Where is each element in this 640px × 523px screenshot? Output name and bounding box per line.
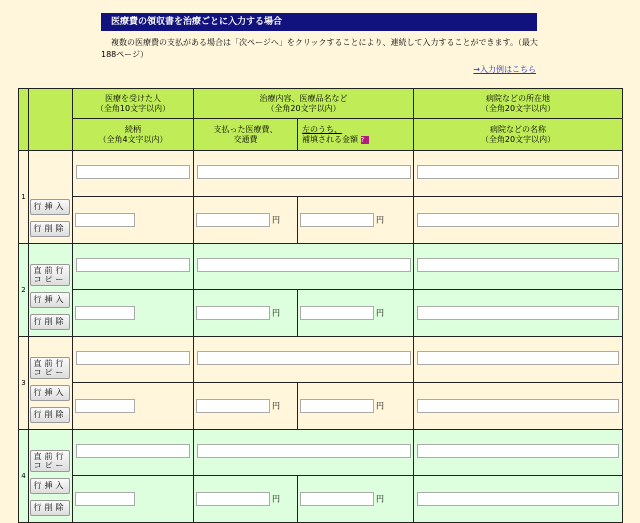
covered-amount-input[interactable] (300, 492, 374, 506)
medical-expense-table (18, 88, 623, 523)
yen-unit: 円 (376, 215, 384, 225)
page-title: 医療費の領収書を治療ごとに入力する場合 (101, 13, 537, 31)
person-input[interactable] (76, 165, 190, 179)
header-covered (298, 119, 414, 151)
row-number: 3 (19, 337, 29, 430)
hospital-name-input[interactable] (417, 492, 619, 506)
paid-amount-input[interactable] (196, 399, 270, 413)
covered-amount-input[interactable] (300, 399, 374, 413)
header-label: 支払った医療費、 (213, 124, 278, 134)
covered-amount-input[interactable] (300, 306, 374, 320)
covered-link[interactable]: 左のうち、 (302, 124, 342, 134)
row-buttons (29, 244, 73, 337)
table-row (19, 337, 623, 383)
treatment-input[interactable] (197, 444, 411, 458)
header-treatment (194, 89, 414, 119)
copy-previous-row-button[interactable]: 直前行コピー (30, 357, 70, 379)
paid-amount-input[interactable] (196, 492, 270, 506)
insert-row-button[interactable]: 行挿入 (30, 385, 70, 401)
example-link[interactable]: →入力例はこちら (473, 65, 536, 74)
header-label: 続柄 (125, 124, 141, 134)
row-buttons (29, 430, 73, 523)
yen-unit: 円 (376, 308, 384, 318)
header-hospital (414, 119, 623, 151)
delete-row-button[interactable]: 行削除 (30, 314, 70, 330)
address-input[interactable] (417, 258, 619, 272)
hospital-name-input[interactable] (417, 213, 619, 227)
header-note: （全角20文字以内） (480, 103, 556, 113)
yen-unit: 円 (272, 308, 280, 318)
relation-input[interactable] (75, 306, 135, 320)
table-row (19, 476, 623, 523)
row-number: 1 (19, 151, 29, 244)
copy-previous-row-button[interactable]: 直前行コピー (30, 264, 70, 286)
address-input[interactable] (417, 351, 619, 365)
header-paid (194, 119, 298, 151)
copy-previous-row-button[interactable]: 直前行コピー (30, 450, 70, 472)
treatment-input[interactable] (197, 351, 411, 365)
delete-row-button[interactable]: 行削除 (30, 221, 70, 237)
row-number: 2 (19, 244, 29, 337)
header-label: 補填される金額 (302, 134, 358, 144)
hospital-name-input[interactable] (417, 399, 619, 413)
relation-input[interactable] (75, 492, 135, 506)
person-input[interactable] (76, 258, 190, 272)
delete-row-button[interactable]: 行削除 (30, 500, 70, 516)
hospital-name-input[interactable] (417, 306, 619, 320)
header-note: （全角20文字以内） (266, 103, 341, 113)
yen-unit: 円 (272, 401, 280, 411)
header-num (19, 89, 29, 151)
relation-input[interactable] (75, 213, 135, 227)
help-icon[interactable]: ? (361, 136, 369, 144)
header-note: （全角4文字以内） (98, 134, 168, 144)
description: 複数の医療費の支払がある場合は「次ページへ」をクリックすることにより、連続して入力することができます。（最大188ページ） (101, 38, 538, 59)
address-input[interactable] (417, 444, 619, 458)
header-label: 病院などの名称 (490, 124, 546, 134)
paid-amount-input[interactable] (196, 213, 270, 227)
treatment-input[interactable] (197, 165, 411, 179)
header-note: （全角10文字以内） (95, 103, 171, 113)
table-row (19, 383, 623, 430)
row-buttons (29, 337, 73, 430)
header-label: 交通費 (233, 134, 258, 144)
row-buttons (29, 151, 73, 244)
yen-unit: 円 (376, 494, 384, 504)
person-input[interactable] (76, 444, 190, 458)
covered-amount-input[interactable] (300, 213, 374, 227)
table-row (19, 244, 623, 290)
person-input[interactable] (76, 351, 190, 365)
address-input[interactable] (417, 165, 619, 179)
table-row (19, 197, 623, 244)
table-row (19, 290, 623, 337)
yen-unit: 円 (272, 494, 280, 504)
paid-amount-input[interactable] (196, 306, 270, 320)
delete-row-button[interactable]: 行削除 (30, 407, 70, 423)
yen-unit: 円 (272, 215, 280, 225)
row-number: 4 (19, 430, 29, 523)
header-relation (73, 119, 194, 151)
header-address (414, 89, 623, 119)
insert-row-button[interactable]: 行挿入 (30, 478, 70, 494)
insert-row-button[interactable]: 行挿入 (30, 292, 70, 308)
header-person (73, 89, 194, 119)
header-label: 治療内容、医療品名など (259, 93, 348, 103)
relation-input[interactable] (75, 399, 135, 413)
treatment-input[interactable] (197, 258, 411, 272)
table-row (19, 430, 623, 476)
header-label: 医療を受けた人 (105, 93, 161, 103)
table-row (19, 151, 623, 197)
header-note: （全角20文字以内） (480, 134, 556, 144)
header-label: 病院などの所在地 (486, 93, 550, 103)
header-buttons (29, 89, 73, 151)
insert-row-button[interactable]: 行挿入 (30, 199, 70, 215)
yen-unit: 円 (376, 401, 384, 411)
